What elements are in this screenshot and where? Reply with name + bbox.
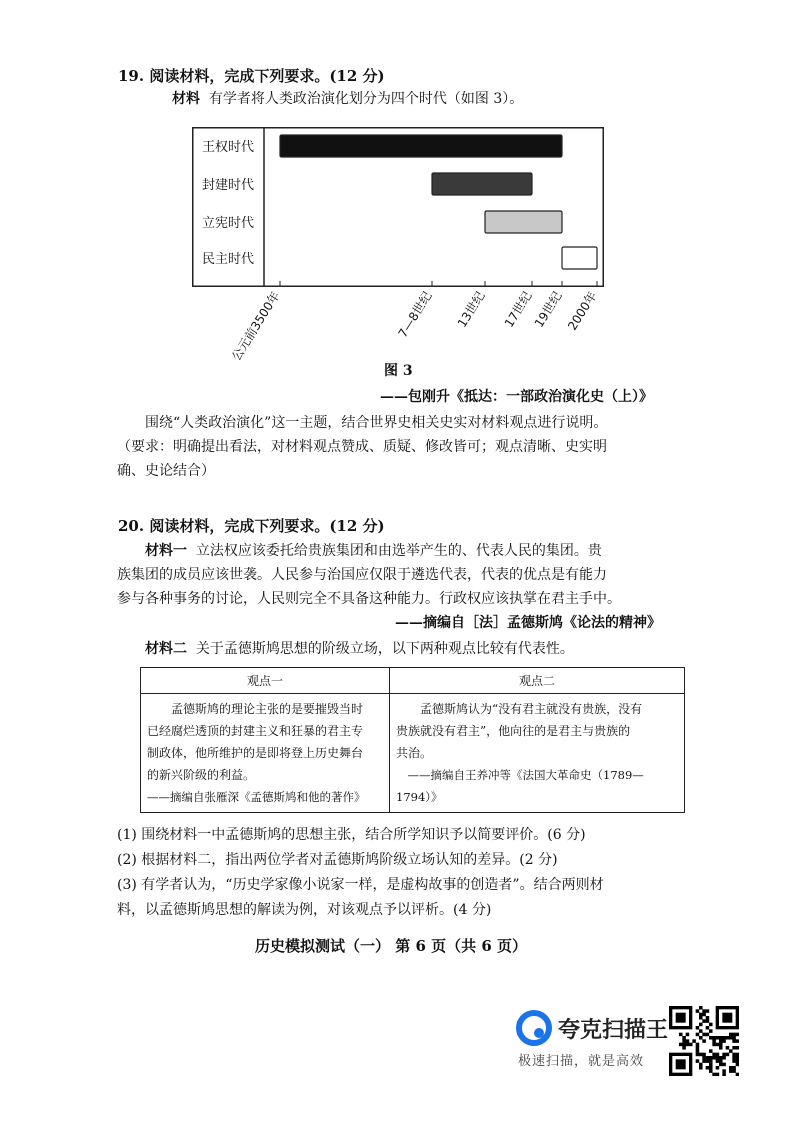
- figure-caption: 图 3: [384, 363, 413, 379]
- qr-module: [699, 1016, 703, 1020]
- qr-module: [699, 1029, 703, 1033]
- qr-module: [709, 1056, 713, 1060]
- qr-module: [699, 1006, 703, 1010]
- category-label: 封建时代: [201, 178, 255, 193]
- political-evolution-chart: [192, 127, 604, 364]
- qr-module: [709, 1059, 713, 1063]
- qr-module: [686, 1039, 690, 1043]
- qr-module: [696, 1046, 700, 1050]
- q19-material: [172, 88, 523, 111]
- qr-module: [682, 1039, 686, 1043]
- qr-module: [722, 1039, 726, 1043]
- qr-module: [722, 1063, 726, 1067]
- qr-module: [732, 1059, 736, 1063]
- qr-module: [722, 1069, 726, 1073]
- qr-module: [716, 1053, 720, 1057]
- table-row: [141, 694, 685, 813]
- qr-module: [716, 1056, 720, 1060]
- view1-citation: ——摘编自张雁深《孟德斯鸠和他的著作》: [147, 790, 366, 804]
- q20-m1-text-1: 立法权应该委托给贵族集团和由选举产生的、代表人民的集团。贵: [195, 543, 602, 559]
- qr-module: [709, 1069, 713, 1073]
- page-footer: 历史模拟测试（一） 第 6 页（共 6 页）: [255, 937, 527, 955]
- qr-module: [696, 1049, 700, 1053]
- qr-module: [719, 1059, 723, 1063]
- qr-module: [719, 1043, 723, 1047]
- x-tick-label: 17世纪: [501, 289, 535, 330]
- qr-module: [712, 1039, 716, 1043]
- q20-m1-label: 材料一: [145, 543, 187, 559]
- qr-module: [702, 1059, 706, 1063]
- timeline-bar: [562, 247, 597, 269]
- qr-module: [689, 1043, 693, 1047]
- qr-module: [729, 1069, 733, 1073]
- timeline-bar: [432, 173, 532, 195]
- qr-module: [706, 1016, 710, 1020]
- x-tick-label: 19世纪: [531, 289, 565, 330]
- qr-module: [706, 1066, 710, 1070]
- view2-cell: [390, 694, 685, 813]
- qr-finder-module: [676, 1013, 686, 1023]
- qr-module: [732, 1056, 736, 1060]
- qr-module: [716, 1073, 720, 1076]
- qr-module: [682, 1036, 686, 1040]
- qr-module: [716, 1043, 720, 1047]
- qr-module: [712, 1053, 716, 1057]
- qr-module: [702, 1039, 706, 1043]
- qr-module: [719, 1039, 723, 1043]
- chart-svg: [192, 127, 604, 367]
- q19-citation: ——包刚升《抵达：一部政治演化史（上）》: [380, 389, 653, 405]
- qr-module: [726, 1053, 730, 1057]
- qr-module: [702, 1019, 706, 1023]
- qr-module: [719, 1056, 723, 1060]
- qr-module: [726, 1036, 730, 1040]
- qr-code-icon: [669, 1006, 739, 1076]
- view1-line-4: 的新兴阶级的利益。: [147, 768, 256, 782]
- qr-module: [712, 1036, 716, 1040]
- qr-module: [696, 1033, 700, 1037]
- q20-m2-text: 关于孟德斯鸠思想的阶级立场，以下两种观点比较有代表性。: [195, 641, 574, 657]
- watermark-brand: 夸克扫描王: [558, 1018, 669, 1043]
- qr-module: [736, 1046, 739, 1050]
- qr-module: [722, 1056, 726, 1060]
- qr-module: [682, 1046, 686, 1050]
- q19-title: 19. 阅读材料，完成下列要求。(12 分): [118, 67, 385, 85]
- view2-line-3: 共治。: [396, 746, 433, 760]
- view1-line-2: 已经腐烂透顶的封建主义和狂暴的君主专: [147, 724, 364, 738]
- qr-module: [712, 1043, 716, 1047]
- qr-module: [712, 1073, 716, 1076]
- qr-module: [679, 1043, 683, 1047]
- qr-module: [702, 1053, 706, 1057]
- q19-material-text: 有学者将人类政治演化划分为四个时代（如图 3）。: [208, 91, 524, 107]
- qr-module: [686, 1033, 690, 1037]
- qr-module: [736, 1073, 739, 1076]
- qr-module: [696, 1009, 700, 1013]
- qr-module: [706, 1059, 710, 1063]
- q19-prompt-line-2: （要求：明确提出看法，对材料观点赞成、质疑、修改皆可；观点清晰、史实明: [117, 439, 607, 455]
- x-tick-label: 2000年: [565, 289, 600, 333]
- q20-m1-text-3: 参与各种事务的讨论，人民则完全不具备这种能力。行政权应该执掌在君主手中。: [117, 591, 621, 607]
- qr-module: [732, 1036, 736, 1040]
- q20-question-2: (2) 根据材料二，指出两位学者对孟德斯鸠阶级立场认知的差异。(2 分): [117, 852, 558, 868]
- view2-line-2: 贵族就没有君主”，他向往的是君主与贵族的: [396, 724, 631, 738]
- qr-module: [692, 1039, 696, 1043]
- x-tick-label: 7—8世纪: [395, 289, 435, 341]
- qr-module: [696, 1059, 700, 1063]
- qr-module: [706, 1026, 710, 1030]
- category-label: 立宪时代: [201, 216, 255, 231]
- qr-module: [729, 1033, 733, 1037]
- quark-logo-icon: [516, 1010, 552, 1046]
- qr-module: [706, 1056, 710, 1060]
- category-label: 王权时代: [201, 140, 255, 155]
- qr-module: [719, 1063, 723, 1067]
- qr-module: [682, 1043, 686, 1047]
- qr-module: [732, 1039, 736, 1043]
- qr-module: [702, 1056, 706, 1060]
- qr-module: [736, 1063, 739, 1067]
- qr-module: [709, 1066, 713, 1070]
- qr-module: [709, 1063, 713, 1067]
- qr-module: [706, 1009, 710, 1013]
- qr-module: [732, 1033, 736, 1037]
- qr-module: [726, 1046, 730, 1050]
- qr-module: [716, 1066, 720, 1070]
- qr-module: [729, 1066, 733, 1070]
- qr-module: [709, 1023, 713, 1027]
- q20-material-1-line-1: [145, 540, 602, 563]
- qr-module: [696, 1053, 700, 1057]
- table-header-row: [141, 668, 685, 694]
- qr-module: [736, 1039, 739, 1043]
- x-tick-label: 公元前3500年: [229, 289, 283, 364]
- q20-m1-citation: ——摘编自［法］孟德斯鸠《论法的精神》: [395, 615, 661, 631]
- qr-module: [702, 1013, 706, 1017]
- qr-module: [699, 1066, 703, 1070]
- qr-module: [736, 1056, 739, 1060]
- qr-module: [699, 1053, 703, 1057]
- qr-module: [706, 1033, 710, 1037]
- qr-module: [696, 1026, 700, 1030]
- q20-question-3a: (3) 有学者认为，“历史学家像小说家一样，是虚构故事的创造者”。结合两则材: [117, 877, 604, 893]
- qr-module: [699, 1036, 703, 1040]
- table-header-view2: 观点二: [390, 668, 685, 694]
- qr-module: [679, 1033, 683, 1037]
- qr-module: [702, 1009, 706, 1013]
- qr-module: [716, 1059, 720, 1063]
- qr-finder-module: [676, 1059, 686, 1069]
- qr-module: [699, 1023, 703, 1027]
- q20-title: 20. 阅读材料，完成下列要求。(12 分): [118, 517, 385, 535]
- qr-module: [702, 1033, 706, 1037]
- q19-prompt-line-1: 围绕“人类政治演化”这一主题，结合世界史相关史实对材料观点进行说明。: [145, 415, 608, 431]
- q20-m1-text-2: 族集团的成员应该世袭。人民参与治国应仅限于遴选代表，代表的优点是有能力: [117, 567, 607, 583]
- q20-m2-label: 材料二: [145, 641, 187, 657]
- q20-material-2: [145, 638, 574, 661]
- qr-module: [732, 1066, 736, 1070]
- category-label: 民主时代: [201, 252, 255, 267]
- qr-module: [736, 1033, 739, 1037]
- qr-module: [719, 1036, 723, 1040]
- qr-module: [709, 1029, 713, 1033]
- qr-module: [716, 1036, 720, 1040]
- watermark-slogan: 极速扫描，就是高效: [518, 1054, 645, 1069]
- qr-module: [722, 1073, 726, 1076]
- qr-module: [699, 1013, 703, 1017]
- timeline-bar: [280, 135, 562, 157]
- x-tick-label: 13世纪: [454, 289, 488, 330]
- qr-module: [712, 1056, 716, 1060]
- qr-module: [736, 1053, 739, 1057]
- qr-module: [709, 1036, 713, 1040]
- table-header-view1: 观点一: [141, 668, 390, 694]
- qr-module: [732, 1053, 736, 1057]
- q19-prompt-line-3: 确、史论结合）: [117, 463, 215, 479]
- qr-module: [736, 1059, 739, 1063]
- qr-module: [706, 1019, 710, 1023]
- viewpoint-table: [140, 667, 685, 813]
- qr-module: [699, 1063, 703, 1067]
- qr-module: [722, 1036, 726, 1040]
- qr-module: [696, 1043, 700, 1047]
- view1-cell: [141, 694, 390, 813]
- qr-module: [719, 1046, 723, 1050]
- qr-module: [709, 1049, 713, 1053]
- qr-finder-module: [722, 1013, 732, 1023]
- q20-question-1: (1) 围绕材料一中孟德斯鸠的思想主张，结合所学知识予以简要评价。(6 分): [117, 827, 586, 843]
- qr-module: [732, 1046, 736, 1050]
- view2-line-1: 孟德斯鸠认为“没有君主就没有贵族，没有: [420, 702, 643, 716]
- qr-module: [729, 1036, 733, 1040]
- view2-citation: ——摘编自王养冲等《法国大革命史（1789—1794）》: [396, 768, 644, 804]
- view1-line-3: 制政体，他所维护的是即将登上历史舞台: [147, 746, 364, 760]
- timeline-bar: [485, 211, 562, 233]
- q20-question-3b: 料，以孟德斯鸠思想的解读为例，对该观点予以评析。(4 分): [117, 902, 492, 918]
- view1-line-1: 孟德斯鸠的理论主张的是要摧毁当时: [171, 702, 364, 716]
- qr-module: [729, 1049, 733, 1053]
- qr-module: [732, 1069, 736, 1073]
- q19-material-label: 材料: [172, 91, 200, 107]
- qr-module: [686, 1043, 690, 1047]
- qr-module: [722, 1053, 726, 1057]
